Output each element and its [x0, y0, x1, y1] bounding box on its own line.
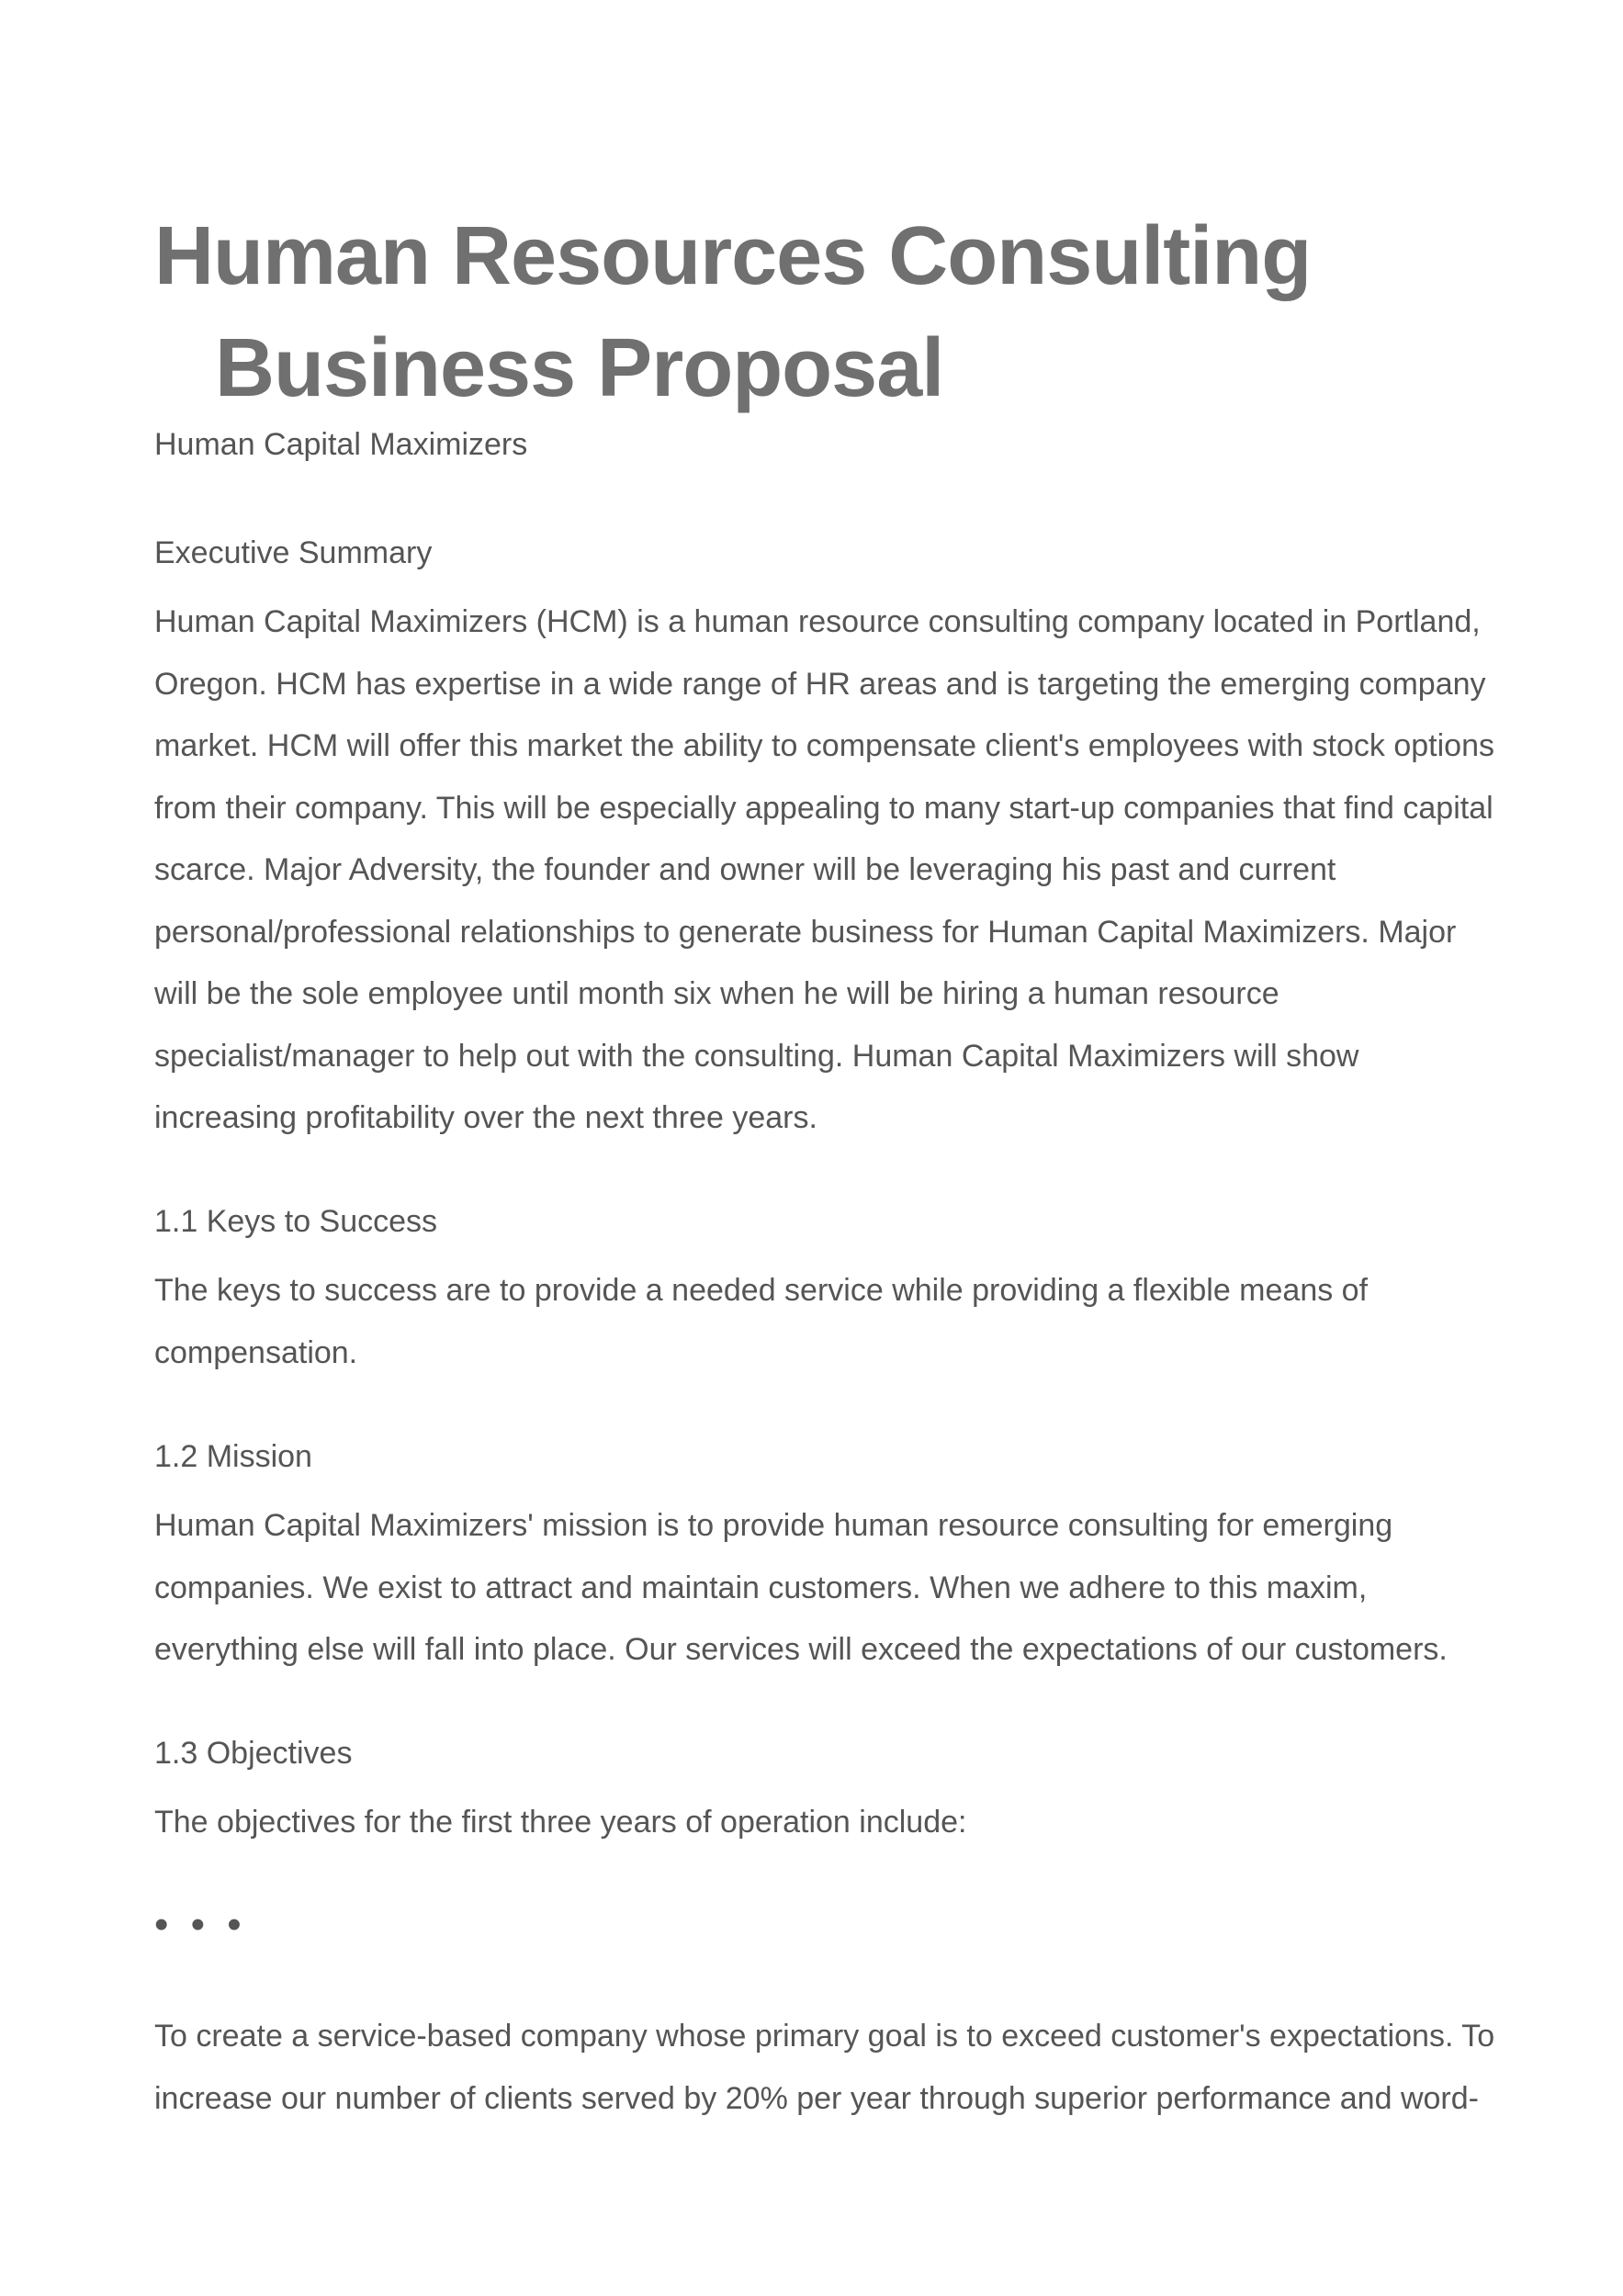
- ellipsis-separator: • • •: [154, 1902, 247, 1947]
- section-executive-summary: [154, 529, 1495, 1150]
- section-heading: Executive Summary: [154, 535, 433, 570]
- document-title: [154, 200, 1440, 424]
- title-line-1: Human Resources Consulting: [154, 210, 1312, 302]
- section-heading: 1.3 Objectives: [154, 1736, 353, 1771]
- section-body: Human Capital Maximizers' mission is to provide human resource consulting for emerging companies. We exist to attract and maintain customers. When we adhere to this maxim, everything else will fall into place. Our services will exceed the expectations of our customers.: [154, 1508, 1448, 1667]
- section-objectives: [154, 1729, 1495, 1854]
- section-heading: 1.2 Mission: [154, 1439, 312, 1474]
- objectives-text: To create a service-based company whose primary goal is to exceed customer's expectations. To increase our number of clients served by 20% per year through superior performance and word-: [154, 2019, 1495, 2116]
- section-body: The keys to success are to provide a needed service while providing a flexible means of compensation.: [154, 1273, 1369, 1370]
- section-mission: [154, 1433, 1495, 1682]
- company-name: Human Capital Maximizers: [154, 427, 528, 462]
- title-line-2: Business Proposal: [215, 322, 944, 414]
- section-keys-to-success: [154, 1198, 1495, 1384]
- section-heading: 1.1 Keys to Success: [154, 1204, 438, 1239]
- section-body: The objectives for the first three years of operation include:: [154, 1805, 967, 1840]
- section-body: Human Capital Maximizers (HCM) is a human resource consulting company located in Portland, Oregon. HCM has expertise in a wide range of HR areas and is targeting the emerging company market. HCM will offer this market the ability to compensate client's employees with stock options from their company. This will be especially appealing to many start-up companies that find capital scarce. Major Adversity, the founder and owner will be leveraging his past and current personal/professional relationships to generate business for Human Capital Maximizers. Major will be the sole employee until month six when he will be hiring a human resource specialist/manager to help out with the consulting. Human Capital Maximizers will show increasing profitability over the next three years.: [154, 604, 1494, 1135]
